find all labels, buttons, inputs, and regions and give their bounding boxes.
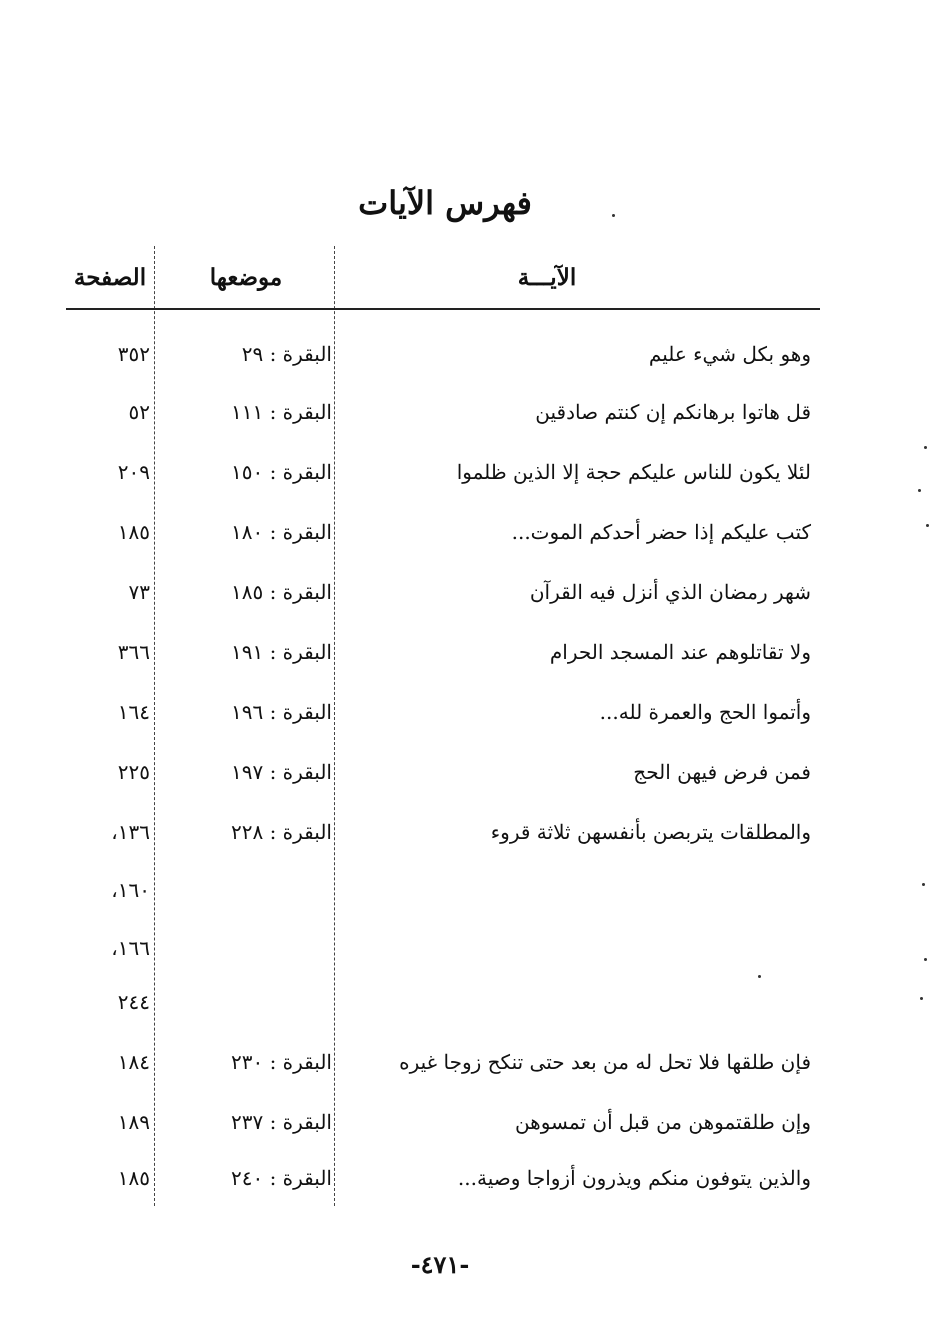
table-row [66,752,820,792]
verse-text: وهو بكل شيء عليم [648,342,811,366]
table-row [66,632,820,672]
table-row [66,572,820,612]
verse-text: فمن فرض فيهن الحج [633,760,811,784]
page-reference: ٢٤٤ [117,990,150,1014]
margin-dot [612,214,615,217]
verse-text: لئلا يكون للناس عليكم حجة إلا الذين ظلموا [456,460,811,484]
header-verse: الآيـــة [517,264,577,291]
verse-location [160,928,332,968]
table-row [66,928,820,968]
page-reference: ١٨٥ [117,520,150,544]
verse-location: البقرة : ٢٩ [241,342,332,366]
margin-dot [924,446,927,449]
page-reference: ١٨٩ [117,1110,150,1134]
verse-location: البقرة : ٢٣٠ [230,1050,332,1074]
verse-location [160,982,332,1022]
verse-location: البقرة : ١٥٠ [230,460,332,484]
verses-index-table [66,246,820,1206]
verse-text: ولا تقاتلوهم عند المسجد الحرام [549,640,811,664]
page-reference: ٥٢ [128,400,150,424]
verse-text: والذين يتوفون منكم ويذرون أزواجا وصية... [457,1166,811,1190]
page-reference: ١٨٥ [117,1166,150,1190]
verse-location: البقرة : ٢٣٧ [230,1110,332,1134]
page-number: -٤٧١- [410,1250,470,1279]
table-row [66,1042,820,1082]
page-reference: ٧٣ [128,580,150,604]
table-row [66,1158,820,1198]
table-row [66,334,820,374]
verse-text: كتب عليكم إذا حضر أحدكم الموت... [511,520,811,544]
verse-location: البقرة : ١٩٧ [230,760,332,784]
table-row [66,452,820,492]
verse-location: البقرة : ٢٢٨ [230,820,332,844]
verse-text: فإن طلقها فلا تحل له من بعد حتى تنكح زوجا غيره [399,1050,811,1074]
page-reference: ٣٥٢ [117,342,150,366]
table-row [66,392,820,432]
header-page: الصفحة [73,264,147,291]
verse-text: وإن طلقتموهن من قبل أن تمسوهن [514,1110,811,1134]
verse-text: شهر رمضان الذي أنزل فيه القرآن [529,580,811,604]
page-reference: ١٨٤ [117,1050,150,1074]
header-location: موضعها [209,264,283,291]
margin-dot [924,958,927,961]
table-row [66,692,820,732]
margin-dot [922,883,925,886]
header-underline [66,308,820,310]
verse-text: قل هاتوا برهانكم إن كنتم صادقين [535,400,811,424]
verse-text: والمطلقات يتربصن بأنفسهن ثلاثة قروء [490,820,811,844]
page-reference: ٢٢٥ [117,760,150,784]
verse-location [160,870,332,910]
margin-dot [926,524,929,527]
verse-location: البقرة : ١٨٠ [230,520,332,544]
verse-location: البقرة : ١٨٥ [230,580,332,604]
table-row [66,1102,820,1142]
verse-location: البقرة : ٢٤٠ [230,1166,332,1190]
verse-text [341,870,811,910]
verse-text [341,928,811,968]
verse-location: البقرة : ١١١ [230,400,332,424]
page-title: فهرس الآيات [358,184,532,222]
page-reference: ١٦٠، [111,878,150,902]
verse-location: البقرة : ١٩٦ [230,700,332,724]
page-reference: ١٣٦، [111,820,150,844]
margin-dot [918,489,921,492]
margin-dot [920,997,923,1000]
verse-text [341,982,811,1022]
table-row [66,512,820,552]
page-reference: ٣٦٦ [117,640,150,664]
table-row [66,982,820,1022]
table-row [66,870,820,910]
page-reference: ٢٠٩ [117,460,150,484]
verse-location: البقرة : ١٩١ [230,640,332,664]
page-reference: ١٦٦، [111,936,150,960]
page-reference: ١٦٤ [117,700,150,724]
verse-text: وأتموا الحج والعمرة لله... [599,700,811,724]
table-row [66,812,820,852]
